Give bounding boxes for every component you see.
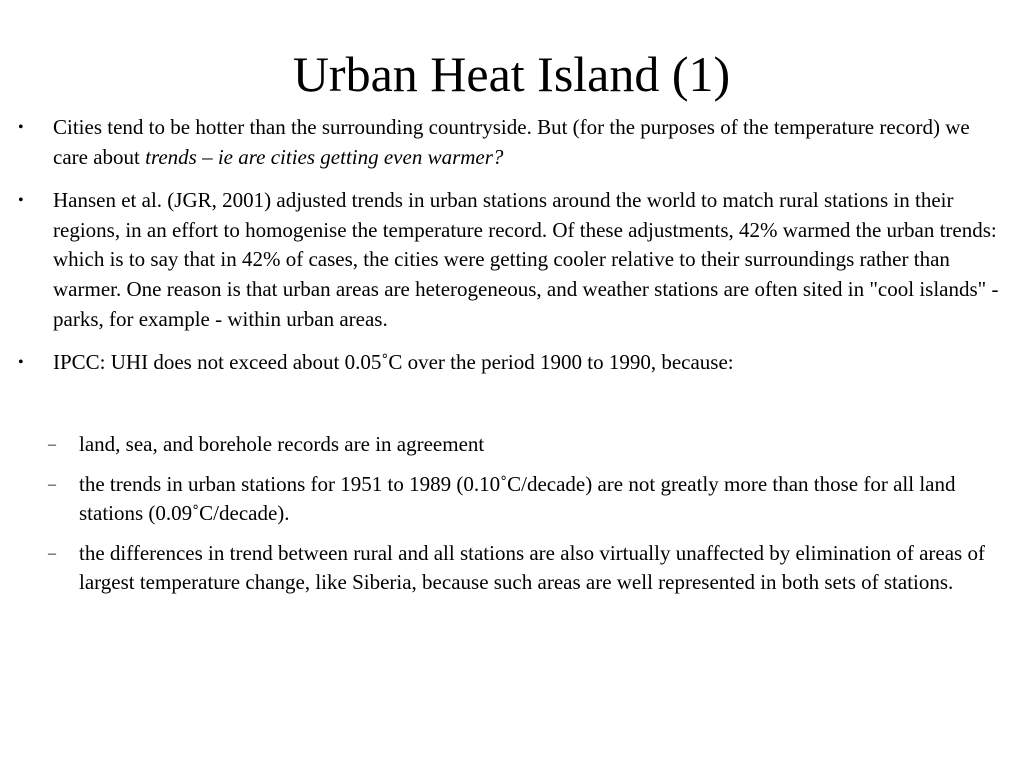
bullet-list [18,113,1008,392]
sub-bullet-list [0,430,990,598]
bullet-icon: • [18,119,24,136]
bullet-text: Hansen et al. (JGR, 2001) adjusted trends in urban stations around the world to match rural stations in their regions, in an effort to homogenise the temperature record. Of these adjustments, 42% warmed the urban trends: which is to say that in 42% of cases, the cities were getting cooler relative to their surroundings rather than warmer. One reason is that urban areas are heterogeneous, and weather stations are often sited in "cool islands" - parks, for example - within urban areas. [53,188,999,331]
sub-bullet-item [0,470,990,529]
dash-icon: – [48,475,56,493]
slide-title: Urban Heat Island (1) [292,46,731,102]
dash-icon: – [48,544,56,562]
bullet-emphasis: trends – ie are cities getting even warmer? [145,144,504,169]
bullet-item [18,186,1008,334]
sub-bullet-text: the trends in urban stations for 1951 to 1989 (0.10˚C/decade) are not greatly more than those for all land stations (0.09˚C/decade). [79,471,956,526]
sub-bullet-item [0,430,990,460]
bullet-item [18,113,1008,172]
sub-bullet-text: the differences in trend between rural and all stations are also virtually unaffected by elimination of areas of largest temperature change, like Siberia, because such areas are well represented in both sets of stations. [79,540,985,595]
bullet-item [18,348,1008,378]
dash-icon: – [48,436,56,453]
sub-bullet-item [0,539,990,598]
bullet-icon: • [18,192,24,210]
bullet-icon: • [18,354,24,372]
bullet-text: Cities tend to be hotter than the surrounding countryside. But (for the purposes of the temperature record) we care about [53,115,970,169]
bullet-text: IPCC: UHI does not exceed about 0.05˚C over the period 1900 to 1990, because: [53,350,734,375]
sub-bullet-text: land, sea, and borehole records are in agreement [79,432,485,456]
